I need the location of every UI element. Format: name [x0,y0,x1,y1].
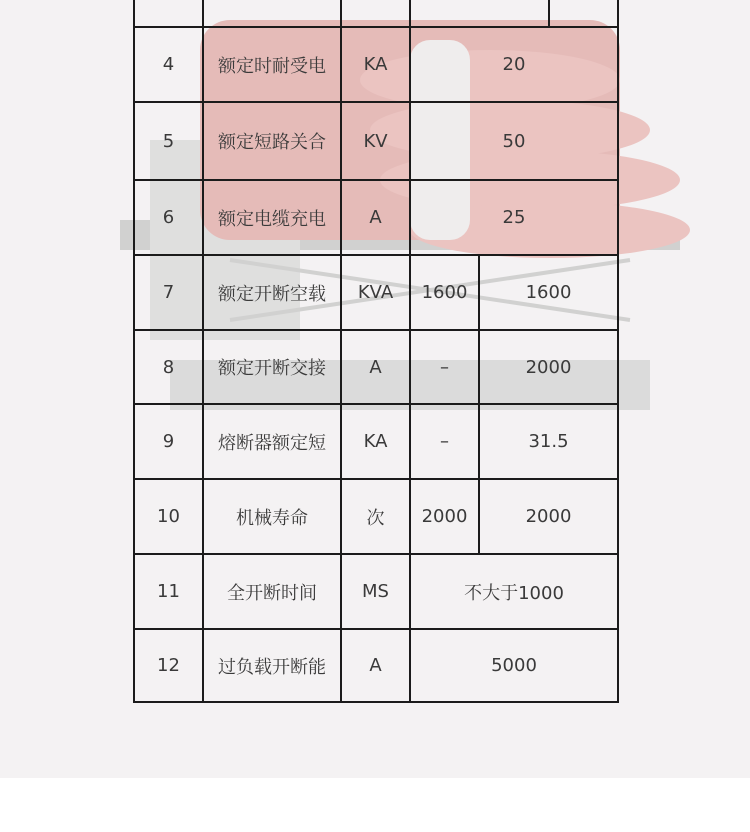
table-row [134,180,618,255]
param-name: 机械寿命 [203,479,341,554]
param-value-a: 1600 [410,255,479,330]
row-number: 6 [134,180,203,255]
param-name: 额定时耐受电 [203,27,341,102]
table-row-partial [134,0,618,27]
row-number: 4 [134,27,203,102]
row-number: 10 [134,479,203,554]
param-name: 额定电缆充电 [203,180,341,255]
table-cell [341,0,410,27]
spec-table [133,0,619,703]
table-row [134,27,618,102]
param-value-a: – [410,404,479,479]
param-name: 额定开断空载 [203,255,341,330]
page-bottom-margin [0,778,750,832]
param-value: 25 [410,180,618,255]
row-number: 8 [134,330,203,404]
table-cell [203,0,341,27]
row-number: 7 [134,255,203,330]
row-number: 9 [134,404,203,479]
table-row [134,479,618,554]
table-row [134,629,618,702]
table-cell [549,0,618,27]
param-unit: KA [341,404,410,479]
param-value-a: – [410,330,479,404]
param-value: 20 [410,27,618,102]
param-unit: A [341,180,410,255]
row-number: 5 [134,102,203,180]
param-name: 过负载开断能 [203,629,341,702]
table-row [134,255,618,330]
param-value-a: 2000 [410,479,479,554]
param-value-b: 2000 [479,479,618,554]
param-value: 50 [410,102,618,180]
table-row [134,330,618,404]
row-number: 12 [134,629,203,702]
param-unit: KV [341,102,410,180]
param-value-b: 2000 [479,330,618,404]
table-cell [410,0,549,27]
param-name: 熔断器额定短 [203,404,341,479]
param-name: 全开断时间 [203,554,341,629]
table-row [134,554,618,629]
table-row [134,404,618,479]
param-unit: KVA [341,255,410,330]
param-unit: A [341,330,410,404]
param-unit: MS [341,554,410,629]
param-unit: A [341,629,410,702]
table-cell [134,0,203,27]
table-row [134,102,618,180]
param-value: 不大于1000 [410,554,618,629]
param-unit: 次 [341,479,410,554]
param-name: 额定开断交接 [203,330,341,404]
row-number: 11 [134,554,203,629]
param-value-b: 31.5 [479,404,618,479]
param-value: 5000 [410,629,618,702]
param-value-b: 1600 [479,255,618,330]
param-name: 额定短路关合 [203,102,341,180]
param-unit: KA [341,27,410,102]
